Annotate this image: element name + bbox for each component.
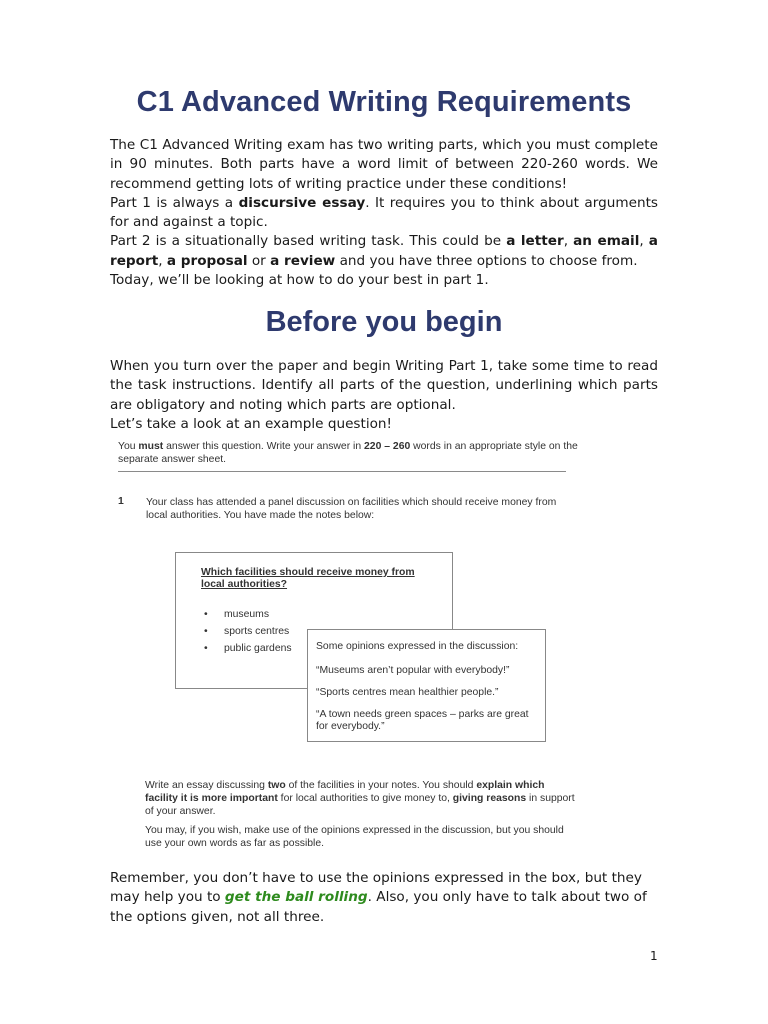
task-f: giving reasons bbox=[452, 793, 527, 804]
list-item: • public gardens bbox=[204, 640, 292, 657]
task-d: explain which facility it is more important bbox=[145, 780, 545, 804]
intro-p3-sep2: , bbox=[639, 233, 649, 250]
intro-p3-or: or bbox=[247, 252, 271, 269]
instr-must: must bbox=[138, 441, 164, 452]
intro-paragraph-3 bbox=[110, 232, 658, 271]
question-text: Your class has attended a panel discussion on facilities which should receive money from local authorities. You have made the notes below: bbox=[146, 497, 557, 521]
page-title: C1 Advanced Writing Requirements bbox=[136, 86, 632, 118]
idiom-highlight: get the ball rolling bbox=[224, 889, 368, 906]
task-e: for local authorities to give money to, bbox=[277, 793, 453, 804]
remember-post: . Also, you only have to talk about two of the options given, not all three. bbox=[110, 889, 647, 925]
opinions-title: Some opinions expressed in the discussion: bbox=[316, 641, 519, 652]
instr-pre: You bbox=[118, 441, 139, 452]
intro-p3-letter: a letter bbox=[506, 233, 564, 250]
intro-p3-proposal: a proposal bbox=[166, 252, 248, 269]
divider bbox=[118, 471, 566, 472]
instr-words: 220 – 260 bbox=[364, 441, 411, 452]
intro-p3-review: a review bbox=[270, 252, 336, 269]
before-paragraph-1: When you turn over the paper and begin Writing Part 1, take some time to read the task instructions. Identify all parts of the question, underlining which parts are obligatory and noting which parts are optional. bbox=[110, 358, 658, 413]
intro-p3-post: and you have three options to choose from. bbox=[335, 252, 638, 269]
intro-p3-pre: Part 2 is a situationally based writing task. This could be bbox=[110, 233, 507, 250]
task-c: of the facilities in your notes. You should bbox=[285, 780, 477, 791]
task-note: You may, if you wish, make use of the opinions expressed in the discussion, but you should use your own words as far as possible. bbox=[145, 825, 564, 849]
intro-paragraph-2 bbox=[110, 194, 658, 233]
remember-pre: Remember, you don’t have to use the opinions expressed in the box, but they may help you to bbox=[110, 870, 642, 906]
before-paragraph-2: Let’s take a look at an example question! bbox=[110, 415, 392, 432]
task-b: two bbox=[267, 780, 286, 791]
opinion-1: “Museums aren’t popular with everybody!” bbox=[316, 665, 510, 676]
instr-mid: answer this question. Write your answer in bbox=[163, 441, 365, 452]
exam-instructions bbox=[118, 440, 578, 466]
intro-p3-sep3: , bbox=[158, 252, 167, 269]
question-number: 1 bbox=[118, 496, 124, 507]
intro-paragraph-4: Today, we’ll be looking at how to do your best in part 1. bbox=[110, 272, 489, 289]
notes-title: Which facilities should receive money from local authorities? bbox=[201, 567, 415, 590]
remember-paragraph bbox=[110, 869, 658, 927]
list-item: • museums bbox=[204, 606, 292, 623]
intro-p2-pre: Part 1 is always a bbox=[110, 194, 239, 211]
opinion-2: “Sports centres mean healthier people.” bbox=[316, 687, 499, 698]
notes-list bbox=[204, 606, 292, 657]
task-instructions bbox=[145, 779, 577, 818]
section-heading: Before you begin bbox=[265, 306, 503, 338]
instr-post: words in an appropriate style on the separate answer sheet. bbox=[118, 441, 578, 465]
intro-p3-sep1: , bbox=[563, 233, 574, 250]
opinion-3: “A town needs green spaces – parks are great for everybody.” bbox=[316, 709, 529, 732]
intro-p2-bold: discursive essay bbox=[238, 194, 366, 211]
task-a: Write an essay discussing bbox=[145, 780, 268, 791]
intro-p3-report: a report bbox=[110, 233, 658, 269]
intro-section bbox=[110, 136, 658, 290]
task-g: in support of your answer. bbox=[145, 793, 575, 817]
example-question-image bbox=[112, 436, 582, 856]
intro-p3-email: an email bbox=[573, 233, 640, 250]
page-number: 1 bbox=[650, 949, 658, 963]
intro-paragraph-1: The C1 Advanced Writing exam has two writing parts, which you must complete in 90 minutes. Both parts have a word limit of between 220-260 words. We recommend getting lots of writing practice under these conditions! bbox=[110, 137, 658, 192]
opinions-box bbox=[307, 629, 546, 742]
intro-p2-post: . It requires you to think about arguments for and against a topic. bbox=[110, 194, 658, 231]
before-section bbox=[110, 357, 658, 434]
list-item: • sports centres bbox=[204, 623, 292, 640]
